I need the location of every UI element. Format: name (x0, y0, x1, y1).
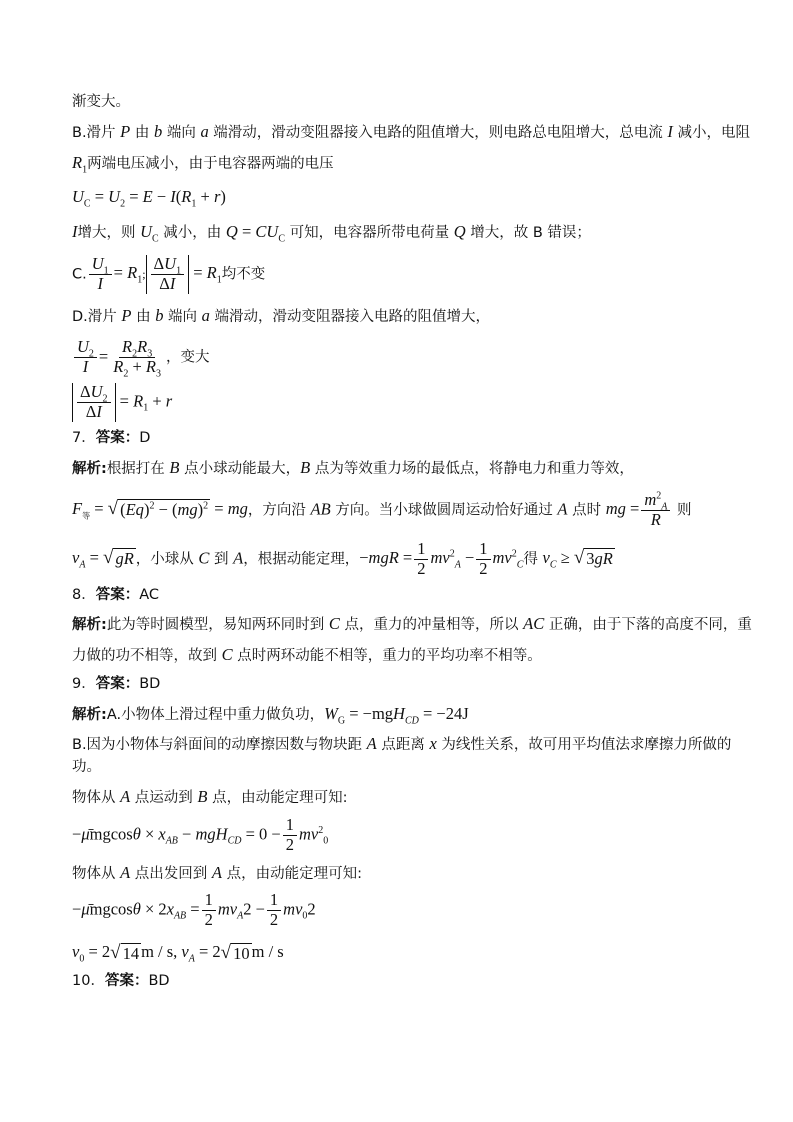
equation: $\frac{U_2}{I}$ = $\frac{R_2R_3}{R_2 + R_3}$ ，变大 (72, 338, 723, 377)
text-line: D.滑片 P 由 b 端向 a 端滑动，滑动变阻器接入电路的阻值增大， (72, 305, 491, 325)
answer-heading: 8．答案：AC (72, 586, 160, 603)
text-line: 渐变大。 (72, 94, 130, 110)
text-line: $R_1$两端电压减小，由于电容器两端的电压 (72, 152, 334, 175)
equation: $v_0 = 2$ √ 14 m / s, $v_A = 2$ √ 10 m / s (72, 941, 284, 965)
text-line: 解析:此为等时圆模型，易知两环同时到 C 点，重力的冲量相等，所以 AC 正确，由于下落的高度不同，重 (72, 614, 752, 634)
equation: $\frac{\Delta U_2}{\Delta I}$ = $R_1 + r$ (72, 383, 723, 422)
answer-heading: 10．答案：BD (72, 973, 170, 990)
equation: $F_等$ = √ $(Eq)^2 - (mg)^2$ = mg，方向沿 AB 方向。当小球做圆周运动恰好通过 A 点时 mg = $\frac{m^2_A}{R}$ 则 (72, 489, 692, 529)
answer-heading: 7．答案：D (72, 430, 151, 447)
text-line: 力做的功不相等，故到 C 点时两环动能不相等，重力的平均功率不相等。 (72, 645, 542, 665)
equation: −μ̄mgcosθ × $2x_{AB}$ = $\frac{1}{2}$ $mv_A2$ − $\frac{1}{2}$ $mv_02$ (72, 890, 316, 930)
text-line: 功。 (72, 759, 101, 776)
answer-heading: 9．答案：BD (72, 675, 161, 692)
text-line: 解析:A.小物体上滑过程中重力做负功，$W_G = -mgH_{CD} = -24J$ (72, 703, 469, 726)
text-line: C. $\frac{U_1}{I}$ = $R_1$; $\frac{\Delta U_1}{\Delta I}$ = $R_1$均不变 (72, 253, 266, 293)
equation: $v_A$ = √ gR ，小球从 C 到 A，根据动能定理，−mgR = $\frac{1}{2}$ $mv^2_A$ − $\frac{1}{2}$ $mv^2_C$得 $v_C$ ≥ √ 3gR (72, 538, 613, 578)
text-line: 物体从 A 点运动到 B 点，由动能定理可知: (72, 786, 348, 806)
text-line: I增大，则 $U_C$ 减小，由 $Q = CU_C$ 可知，电容器所带电荷量 Q 增大，故 B 错误； (72, 222, 591, 245)
text-line: B.因为小物体与斜面间的动摩擦因数与物块距 A 点距离 x 为线性关系，故可用平均值法求摩擦力所做的 (72, 734, 732, 754)
text-line: B.滑片 P 由 b 端向 a 端滑动，滑动变阻器接入电路的阻值增大，则电路总电阻增大，总电流 I 减小，电阻 (72, 121, 751, 141)
text-line: 解析:根据打在 B 点小球动能最大，B 点为等效重力场的最低点，将静电力和重力等效， (72, 458, 634, 478)
equation: $U_C = U_2 = E - I(R_1 + r)$ (72, 187, 226, 210)
text-line: 物体从 A 点出发回到 A 点，由动能定理可知: (72, 862, 363, 882)
equation: −μ̄mgcosθ × $x_{AB} - mgH_{CD} = 0$ − $\frac{1}{2}$ $mv^2_0$ (72, 814, 329, 854)
